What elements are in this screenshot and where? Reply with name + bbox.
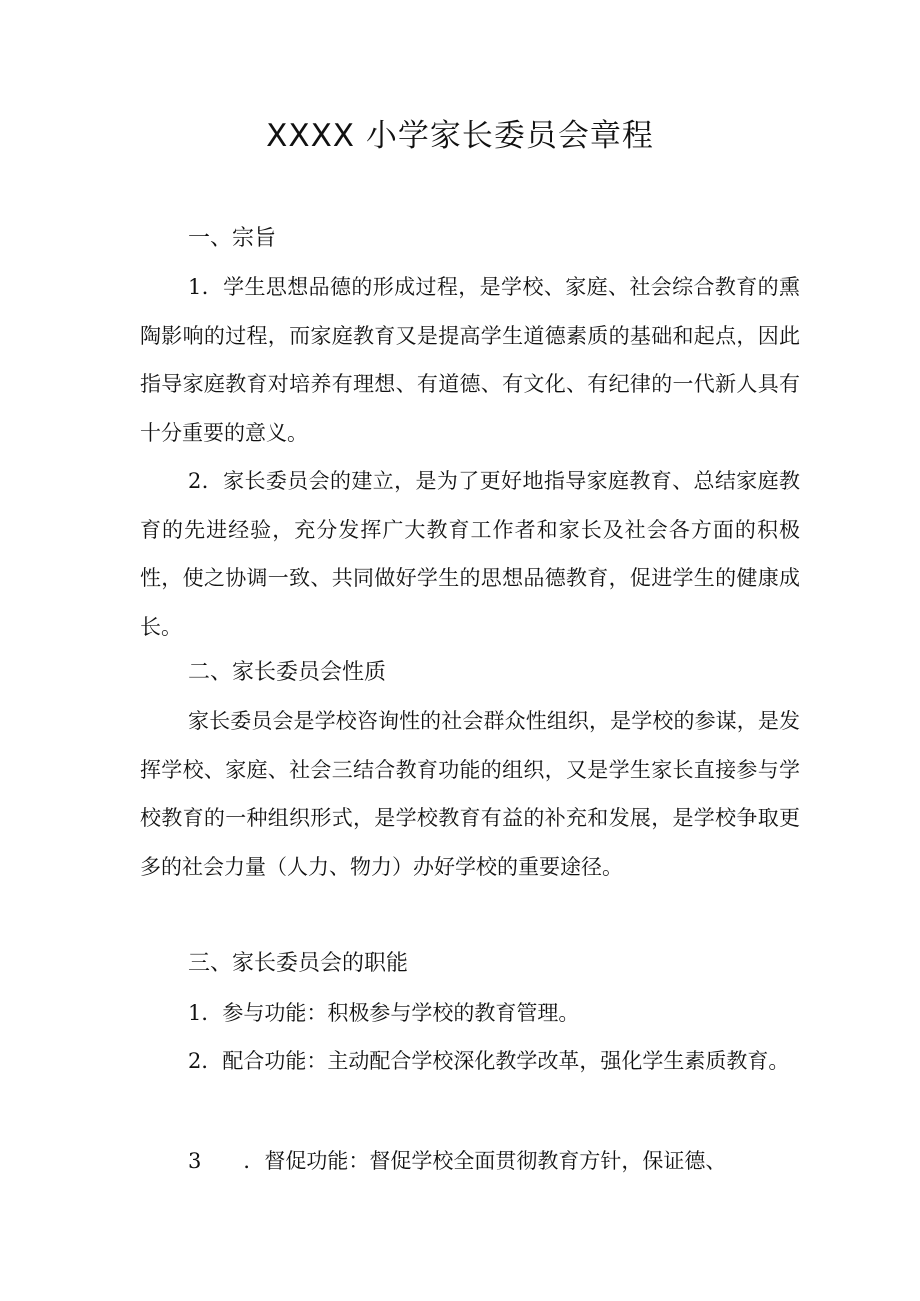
paragraph-purpose-2: 2．家长委员会的建立，是为了更好地指导家庭教育、总结家庭教育的先进经验，充分发挥广大教育工作者和家长及社会各方面的积极性，使之协调一致、共同做好学生的思想品德教育，促进学生的健康成长。	[140, 469, 800, 639]
section-heading-purpose: 一、宗旨	[188, 226, 277, 251]
paragraph-function-supervision: 3 ．督促功能：督促学校全面贯彻教育方针，保证德、	[188, 1149, 727, 1173]
section-heading-functions: 三、家长委员会的职能	[188, 951, 409, 976]
section-heading-nature: 二、家长委员会性质	[188, 660, 387, 685]
document-title: XXXX 小学家长委员会章程	[266, 118, 654, 154]
paragraph-function-cooperation: 2．配合功能：主动配合学校深化教学改革，强化学生素质教育。	[188, 1049, 790, 1073]
paragraph-nature-1: 家长委员会是学校咨询性的社会群众性组织，是学校的参谋，是发挥学校、家庭、社会三结合教育功能的组织，又是学生家长直接参与学校教育的一种组织形式，是学校教育有益的补充和发展，是学校争取更多的社会力量（人力、物力）办好学校的重要途径。	[140, 709, 800, 879]
paragraph-purpose-1: 1．学生思想品德的形成过程，是学校、家庭、社会综合教育的熏陶影响的过程，而家庭教育又是提高学生道德素质的基础和起点，因此指导家庭教育对培养有理想、有道德、有文化、有纪律的一代新人具有十分重要的意义。	[140, 275, 800, 445]
paragraph-function-participation: 1．参与功能：积极参与学校的教育管理。	[188, 1001, 580, 1025]
